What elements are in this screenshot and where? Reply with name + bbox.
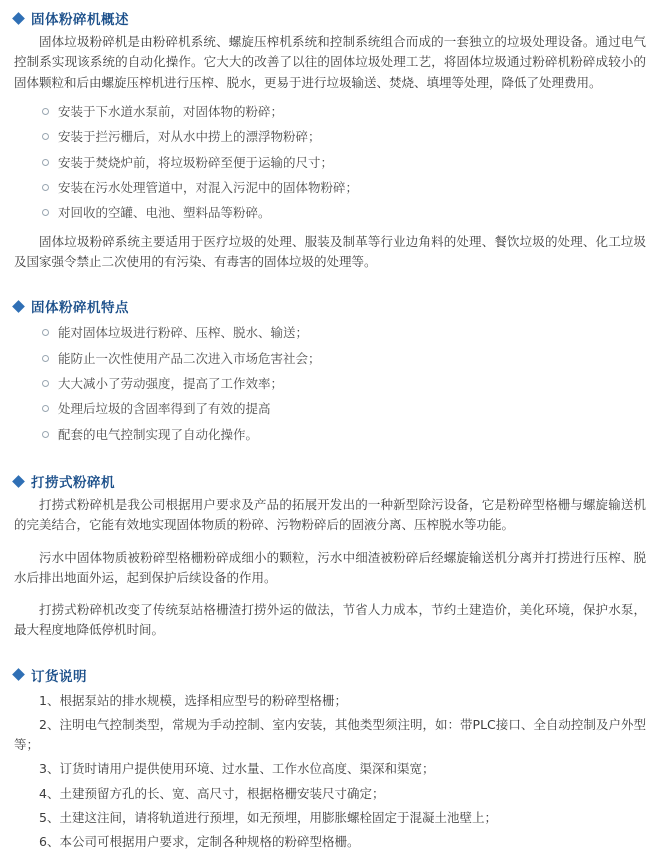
list-item: 2、注明电气控制类型，常规为手动控制、室内安装，其他类型须注明，如：带PLC接口、全自动控制及户外型等； — [14, 713, 646, 758]
list-item: 配套的电气控制实现了自动化操作。 — [42, 422, 646, 447]
list-item: 4、土建预留方孔的长、宽、高尺寸，根据格栅安装尺寸确定； — [14, 782, 646, 806]
list-item: 安装于下水道水泵前，对固体物的粉碎； — [42, 99, 646, 124]
list-item: 5、土建这注间，请将轨道进行预埋，如无预埋，用膨胀螺栓固定于混凝土池壁上； — [14, 806, 646, 830]
section-ordering — [14, 663, 646, 854]
section-title: 固体粉碎机特点 — [31, 296, 129, 316]
paragraph: 打捞式粉碎机是我公司根据用户要求及产品的拓展开发出的一种新型除污设备，它是粉碎型格栅与螺旋输送机的完美结合，它能有效地实现固体物质的粉碎、污物粉碎后的固液分离、压榨脱水等功能。 — [14, 495, 646, 536]
bullet-list — [14, 99, 646, 226]
diamond-bullet-icon — [12, 300, 25, 313]
numbered-list — [14, 689, 646, 854]
section-title: 固体粉碎机概述 — [31, 8, 129, 28]
list-item: 6、本公司可根据用户要求，定制各种规格的粉碎型格栅。 — [14, 830, 646, 854]
diamond-bullet-icon — [12, 668, 25, 681]
spacer — [14, 647, 646, 663]
bullet-list — [14, 320, 646, 447]
section-heading — [14, 469, 646, 491]
paragraph: 污水中固体物质被粉碎型格栅粉碎成细小的颗粒，污水中细渣被粉碎后经螺旋输送机分离并打捞进行压榨、脱水后排出地面外运，起到保护后续设备的作用。 — [14, 548, 646, 589]
paragraph: 固体垃圾粉碎系统主要适用于医疗垃圾的处理、服装及制革等行业边角料的处理、餐饮垃圾的处理、化工垃圾及国家强令禁止二次使用的有污染、有毒害的固体垃圾的处理等。 — [14, 232, 646, 273]
list-item: 安装在污水处理管道中，对混入污泥中的固体物粉碎； — [42, 175, 646, 200]
section-heading — [14, 6, 646, 28]
section-heading — [14, 294, 646, 316]
list-item: 安装于拦污栅后，对从水中捞上的漂浮物粉碎； — [42, 124, 646, 149]
section-heading — [14, 663, 646, 685]
list-item: 3、订货时请用户提供使用环境、过水量、工作水位高度、渠深和渠宽； — [14, 757, 646, 781]
list-item: 1、根据泵站的排水规模，选择相应型号的粉碎型格栅； — [14, 689, 646, 713]
section-features — [14, 294, 646, 447]
section-overview — [14, 6, 646, 272]
spacer — [14, 278, 646, 294]
list-item: 能防止一次性使用产品二次进入市场危害社会； — [42, 346, 646, 371]
paragraph: 打捞式粉碎机改变了传统泵站格栅渣打捞外运的做法，节省人力成本，节约土建造价，美化环境，保护水泵，最大程度地降低停机时间。 — [14, 600, 646, 641]
list-item: 处理后垃圾的含固率得到了有效的提高 — [42, 396, 646, 421]
spacer — [14, 453, 646, 469]
list-item: 大大减小了劳动强度，提高了工作效率； — [42, 371, 646, 396]
list-item: 能对固体垃圾进行粉碎、压榨、脱水、输送； — [42, 320, 646, 345]
section-dredging — [14, 469, 646, 641]
section-title: 打捞式粉碎机 — [31, 471, 115, 491]
section-title: 订货说明 — [31, 665, 87, 685]
diamond-bullet-icon — [12, 12, 25, 25]
diamond-bullet-icon — [12, 475, 25, 488]
list-item: 对回收的空罐、电池、塑料品等粉碎。 — [42, 200, 646, 225]
paragraph: 固体垃圾粉碎机是由粉碎机系统、螺旋压榨机系统和控制系统组合而成的一套独立的垃圾处理设备。通过电气控制系实现该系统的自动化操作。它大大的改善了以往的固体垃圾处理工艺，将固体垃圾通过粉碎机粉碎成较小的固体颗粒和后由螺旋压榨机进行压榨、脱水，更易于进行垃圾输送、焚烧、填埋等处理，降低了处理费用。 — [14, 32, 646, 93]
list-item: 安装于焚烧炉前，将垃圾粉碎至便于运输的尺寸； — [42, 150, 646, 175]
